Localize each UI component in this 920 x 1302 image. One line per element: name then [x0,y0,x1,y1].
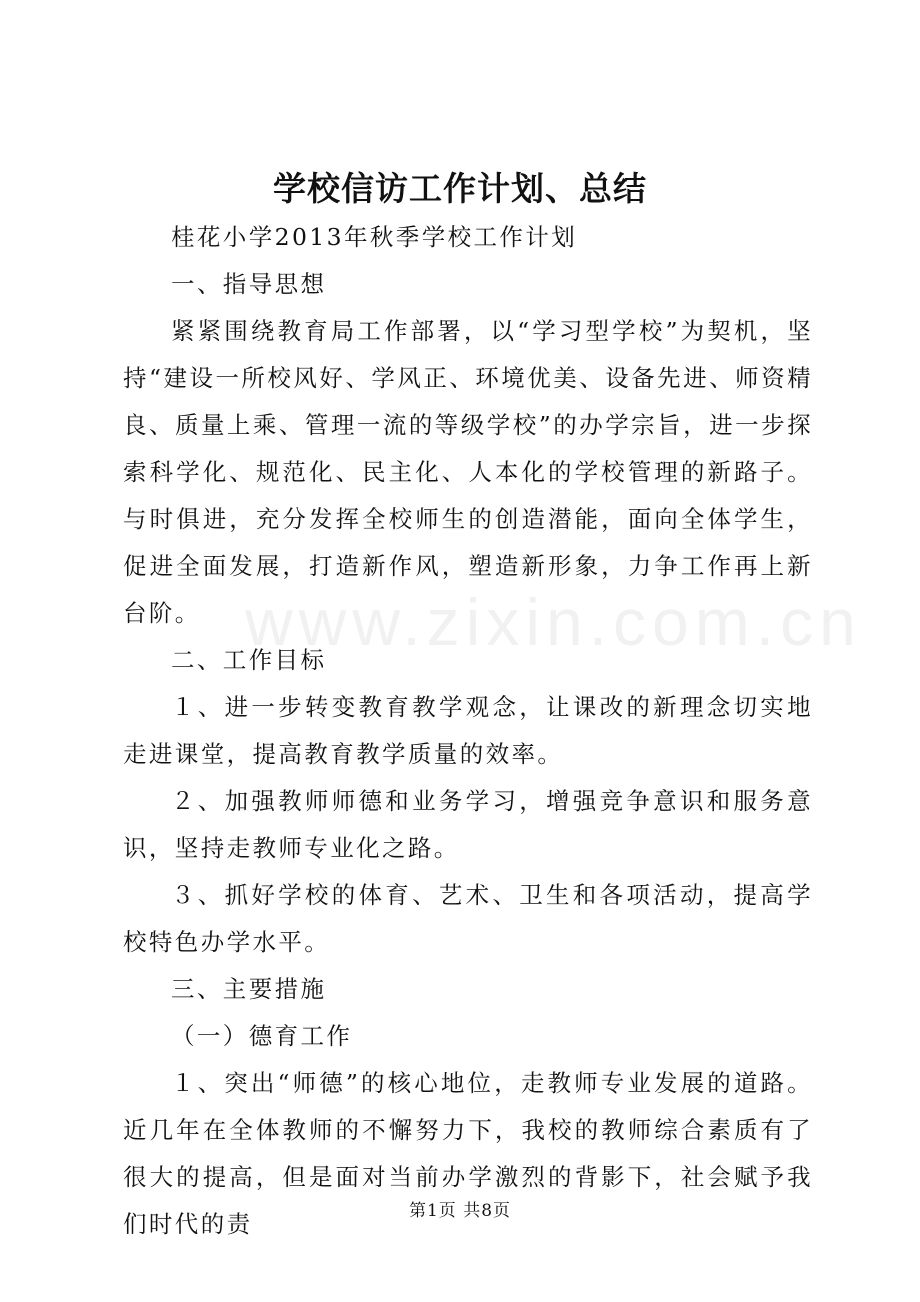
measure-item-1: １、突出“师德”的核心地位，走教师专业发展的道路。近几年在全体教师的不懈努力下，我校的教师综合素质有了很大的提高，但是面对当前办学激烈的背影下，社会赋予我们时代的责 [123,1069,813,1238]
heading-work-goals: 二、工作目标 [171,646,327,674]
subheading-moral-education: （一）德育工作 [171,1022,353,1050]
document-title: 学校信访工作计划、总结 [273,169,647,208]
document-body [123,214,813,1248]
goal-item-3: ３、抓好学校的体育、艺术、卫生和各项活动，提高学校特色办学水平。 [123,881,813,956]
page-number-footer: 第1页 共8页 [408,1201,512,1221]
paragraph-subtitle: 桂花小学2013年秋季学校工作计划 [171,223,578,251]
heading-guiding-ideology: 一、指导思想 [171,270,327,298]
paragraph-guiding-ideology: 紧紧围绕教育局工作部署，以“学习型学校”为契机，坚持“建设一所校风好、学风正、环境优美、设备先进、师资精良、质量上乘、管理一流的等级学校”的办学宗旨，进一步探索科学化、规范化、民主化、人本化的学校管理的新路子。与时俱进，充分发挥全校师生的创造潜能，面向全体学生，促进全面发展，打造新作风，塑造新形象，力争工作再上新台阶。 [123,317,813,627]
goal-item-2: ２、加强教师师德和业务学习，增强竞争意识和服务意识，坚持走教师专业化之路。 [123,787,813,862]
goal-item-1: １、进一步转变教育教学观念，让课改的新理念切实地走进课堂，提高教育教学质量的效率。 [123,693,813,768]
watermark-text: www.zixin.com.cn [245,585,862,659]
heading-main-measures: 三、主要措施 [171,975,327,1003]
